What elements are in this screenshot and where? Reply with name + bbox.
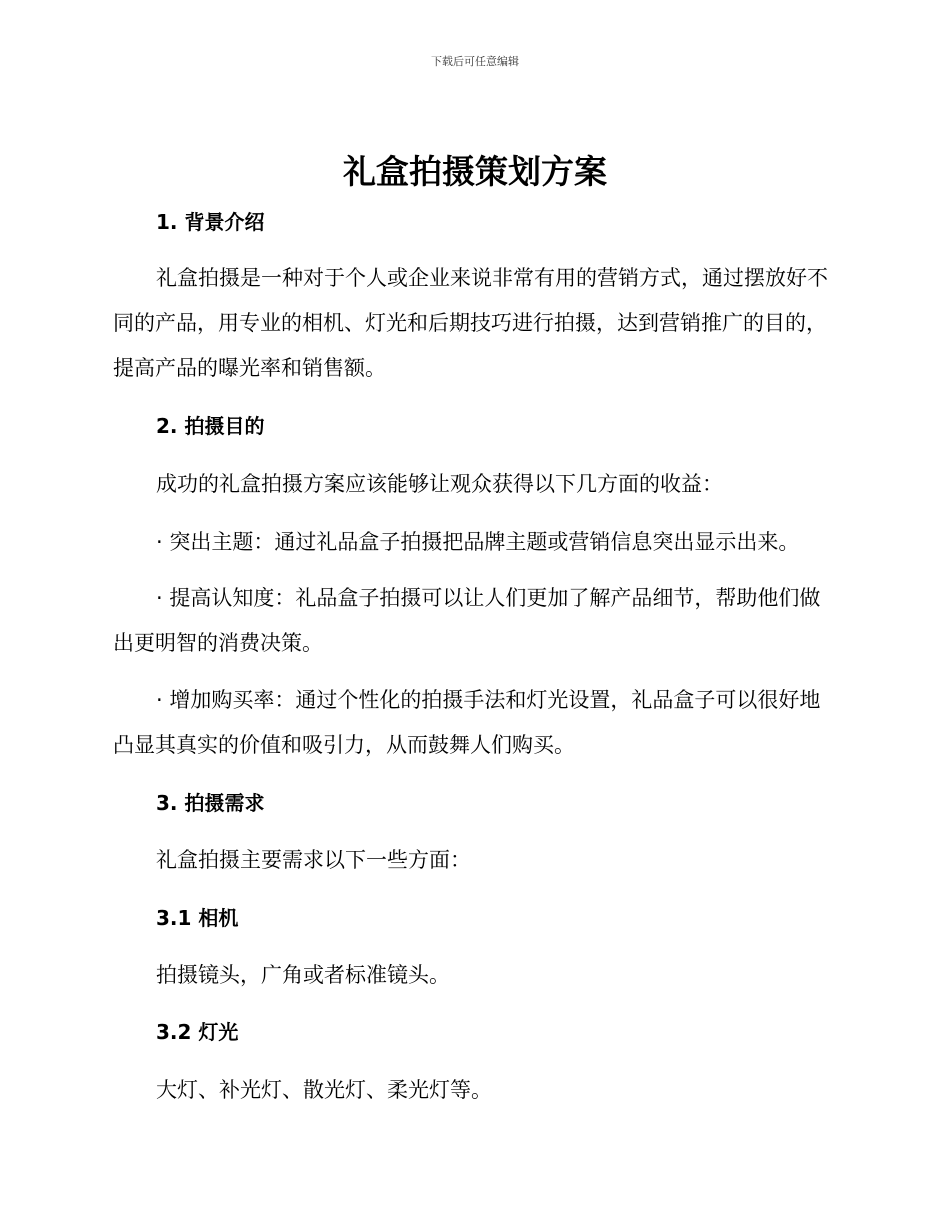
section-heading-purpose: 2. 拍摄目的 [156,414,265,438]
subsection-heading-camera: 3.1 相机 [156,906,239,930]
header-note: 下载后可任意编辑 [431,55,519,68]
section-heading-requirements: 3. 拍摄需求 [156,791,265,815]
background-paragraph: 礼盒拍摄是一种对于个人或企业来说非常有用的营销方式，通过摆放好不同的产品，用专业的相机、灯光和后期技巧进行拍摄，达到营销推广的目的，提高产品的曝光率和销售额。 [113,266,828,380]
section-heading-background: 1. 背景介绍 [156,210,265,234]
camera-text: 拍摄镜头，广角或者标准镜头。 [156,963,450,987]
document-title: 礼盒拍摄策划方案 [343,152,607,191]
requirements-intro: 礼盒拍摄主要需求以下一些方面： [156,848,471,872]
purpose-bullet-2: · 提高认知度：礼品盒子拍摄可以让人们更加了解产品细节，帮助他们做出更明智的消费决策。 [113,586,821,655]
purpose-bullet-3: · 增加购买率：通过个性化的拍摄手法和灯光设置，礼品盒子可以很好地凸显其真实的价值和吸引力，从而鼓舞人们购买。 [113,688,821,757]
lighting-text: 大灯、补光灯、散光灯、柔光灯等。 [156,1078,492,1102]
subsection-heading-lighting: 3.2 灯光 [156,1020,239,1044]
purpose-bullet-1: · 突出主题：通过礼品盒子拍摄把品牌主题或营销信息突出显示出来。 [156,530,800,554]
purpose-intro: 成功的礼盒拍摄方案应该能够让观众获得以下几方面的收益： [156,472,723,496]
